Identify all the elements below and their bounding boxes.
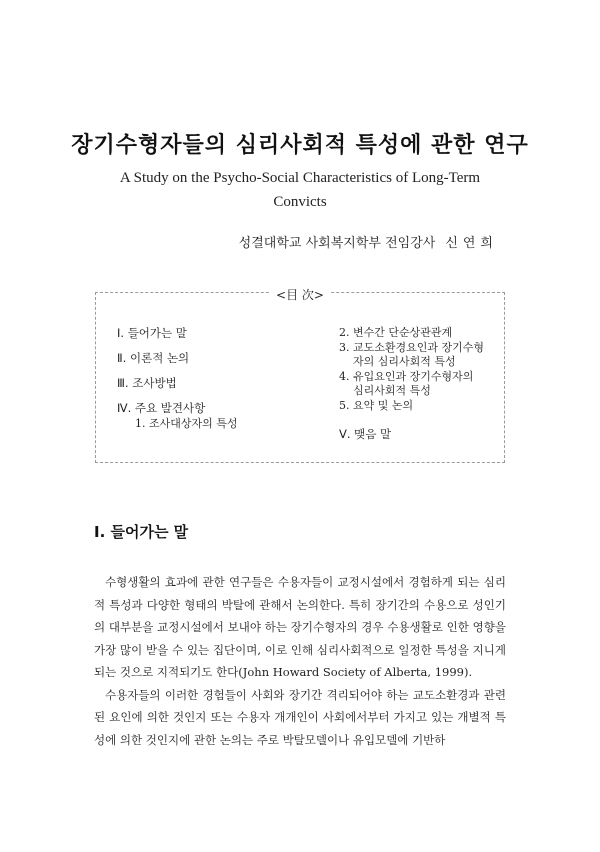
toc-item-findings: Ⅳ. 주요 발견사항: [117, 401, 206, 415]
english-subtitle: [90, 166, 510, 214]
toc-subitem-subjects: 1. 조사대상자의 특성: [135, 417, 238, 430]
author-affiliation: 성결대학교 사회복지학부 전임강사: [238, 236, 436, 251]
paper-title: 장기수형자들의 심리사회적 특성에 관한 연구: [71, 132, 529, 158]
toc-item-theory: Ⅱ. 이론적 논의: [117, 351, 190, 365]
table-of-contents: [95, 288, 505, 463]
toc-item-method: Ⅲ. 조사방법: [117, 376, 177, 390]
toc-subitem-correlation: 2. 변수간 단순상관관계: [339, 326, 453, 339]
toc-subitem-prison-env-cont: 자의 심리사회적 특성: [353, 355, 456, 368]
toc-item-intro: Ⅰ. 들어가는 말: [117, 326, 187, 340]
toc-left-column: [117, 326, 317, 431]
toc-item-conclusion: Ⅴ. 맺음 말: [339, 427, 392, 441]
english-subtitle-line-2: Convicts: [273, 194, 327, 210]
toc-subitem-import-cont: 심리사회적 특성: [353, 384, 431, 397]
author-name: 신연희: [445, 236, 498, 251]
toc-subitem-import: 4. 유입요인과 장기수형자의: [339, 369, 474, 383]
toc-subitem-summary: 5. 요약 및 논의: [339, 398, 414, 412]
paragraph-1: 수형생활의 효과에 관한 연구들은 수용자들이 교정시설에서 경험하게 되는 심리적 특성과 다양한 형태의 박탈에 관해서 논의한다. 특히 장기간의 수용으로 성인기의 대부분을 교정시설에서 보내야 하는 장기수형자의 경우 수용생활로 인한 영향을 가장 많이 받을 수 있는 집단이며, 이로 인해 심리사회적으로 일정한 특성을 지니게 되는 것으로 지적되기도 한다(John Howard Society of Alberta, 1999).: [94, 575, 506, 679]
toc-heading: <目 次>: [270, 288, 330, 302]
body-text: [94, 571, 506, 751]
toc-heading-wrap: [96, 284, 504, 303]
toc-right-column: [339, 326, 504, 442]
english-subtitle-line-1: A Study on the Psycho-Social Characteristics of Long-Term: [119, 170, 481, 186]
section-heading-intro: Ⅰ. 들어가는 말: [94, 523, 189, 541]
toc-subitem-prison-env: 3. 교도소환경요인과 장기수형: [339, 340, 484, 354]
paragraph-2: 수용자들의 이러한 경험들이 사회와 장기간 격리되어야 하는 교도소환경과 관련된 요인에 의한 것인지 또는 수용자 개개인이 사회에서부터 가지고 있는 개별적 특성에 의한 것인지에 관한 논의는 주로 박탈모델이나 유입모델에 기반하: [94, 687, 506, 747]
author-line: [200, 232, 498, 251]
